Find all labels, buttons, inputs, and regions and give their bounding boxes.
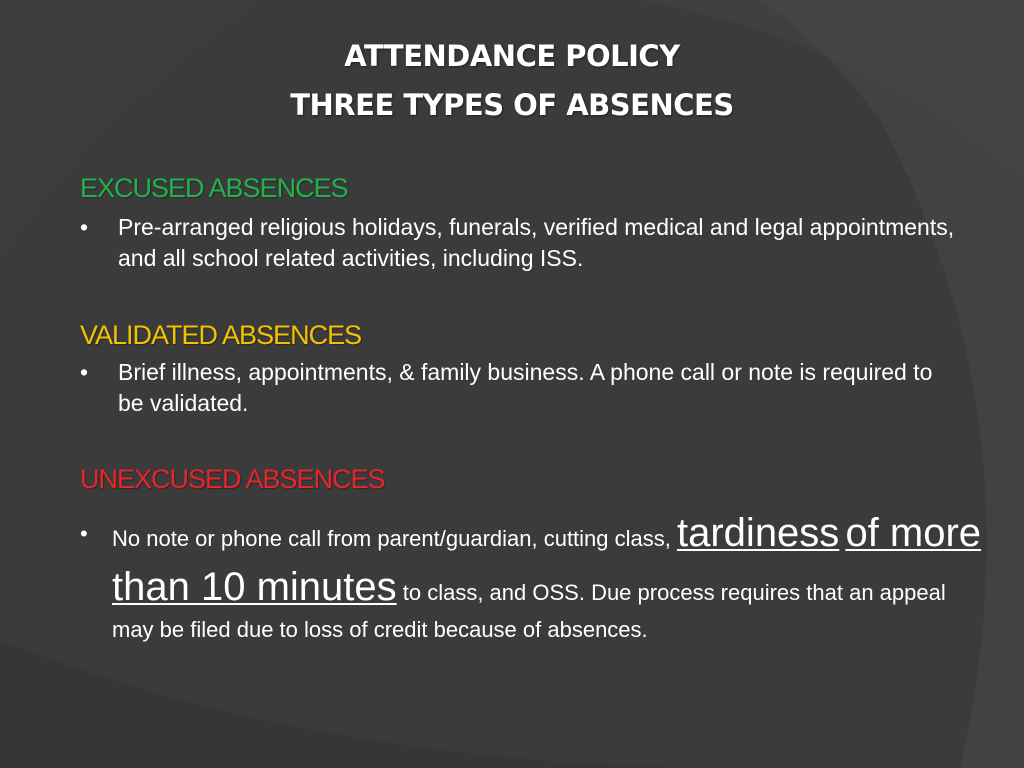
excused-heading: EXCUSED ABSENCES bbox=[80, 173, 348, 203]
unexcused-bullet-text bbox=[112, 506, 990, 645]
unexcused-bullet-part1: No note or phone call from parent/guardian, cutting class, bbox=[112, 526, 677, 551]
tardiness-emphasis: tardiness bbox=[677, 511, 840, 555]
slide-title-line2: THREE TYPES OF ABSENCES bbox=[290, 88, 734, 122]
unexcused-bullet bbox=[80, 506, 990, 645]
validated-bullet bbox=[80, 357, 940, 419]
slide-title-line1: ATTENDANCE POLICY bbox=[344, 39, 680, 73]
slide-title bbox=[0, 32, 1024, 130]
bullet-marker: • bbox=[80, 521, 88, 546]
unexcused-bullet-part2: to class, and OSS. Due process requires that an appeal may be filed due to loss of credit because of absences. bbox=[112, 580, 946, 642]
bullet-marker: • bbox=[80, 214, 89, 240]
validated-heading: VALIDATED ABSENCES bbox=[80, 320, 362, 350]
bullet-marker: • bbox=[80, 359, 89, 385]
excused-bullet-text: Pre-arranged religious holidays, funerals, verified medical and legal appointments, and all school related activities, including ISS. bbox=[118, 214, 955, 271]
excused-bullet bbox=[80, 212, 960, 274]
more-than-10-minutes-emphasis: of more than 10 minutes bbox=[112, 511, 982, 609]
unexcused-heading: UNEXCUSED ABSENCES bbox=[80, 464, 385, 494]
validated-bullet-text: Brief illness, appointments, & family business. A phone call or note is required to be validated. bbox=[118, 359, 933, 416]
